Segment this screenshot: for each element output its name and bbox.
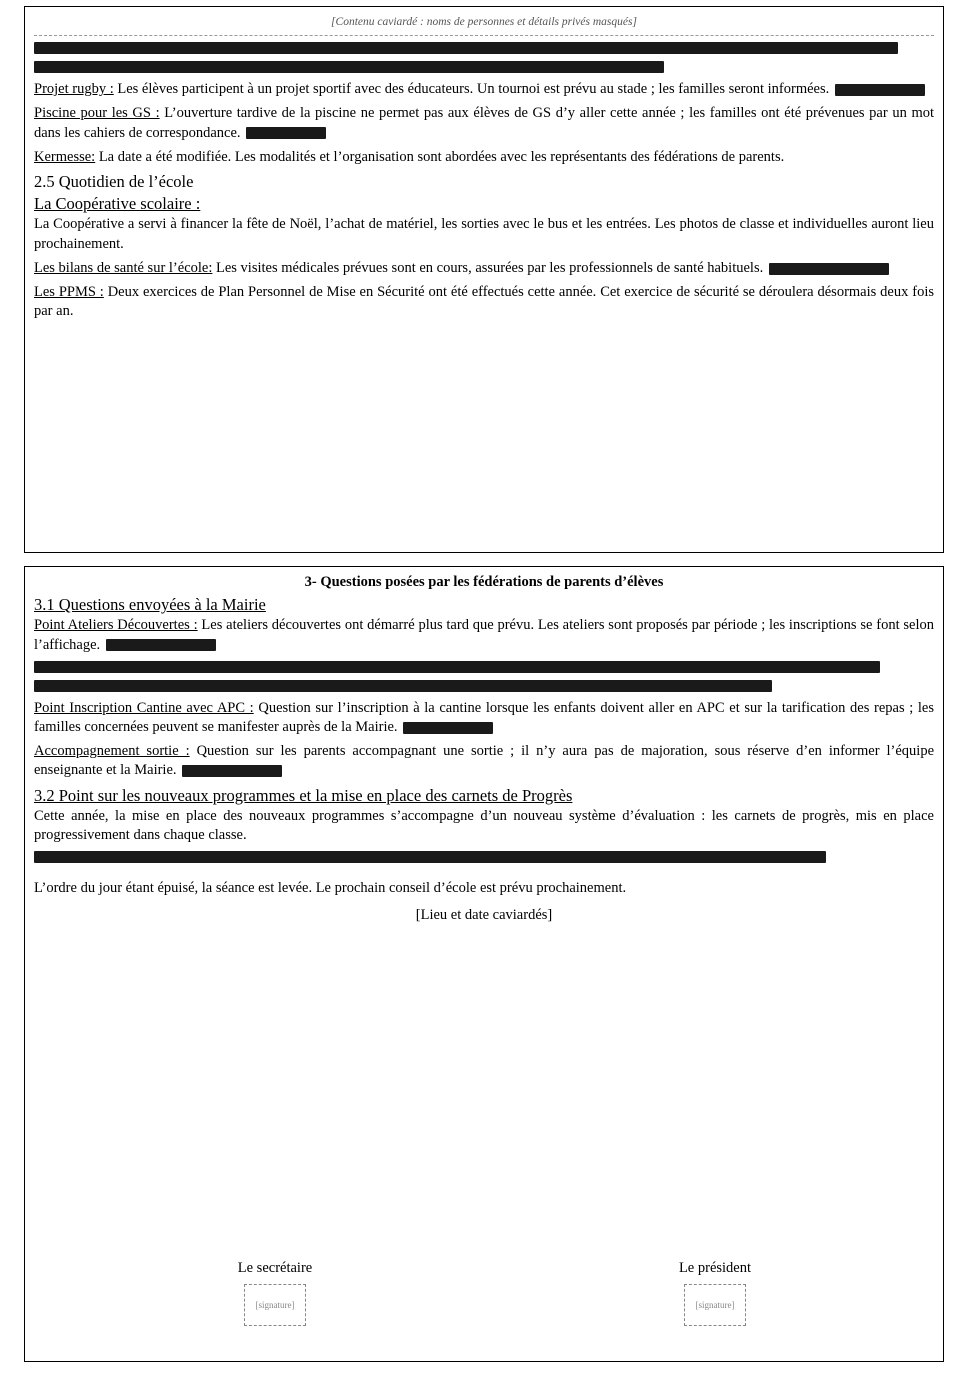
coop-text: La Coopérative a servi à financer la fête de Noël, l’achat de matériel, les sorties avec le bus et les entrées. Les photos de classe et individuelles auront lieu prochainement. — [34, 216, 934, 252]
item-ateliers: Point Ateliers Découvertes : Les ateliers découvertes ont démarré plus tard que prévu. Les ateliers sont proposés par période ; les inscriptions se font selon l’affichage. — [34, 617, 935, 653]
item-rugby: Projet rugby : Les élèves participent à un projet sportif avec des éducateurs. Un tournoi est prévu au stade ; les familles seront informées. — [34, 80, 934, 99]
item-sante: Les bilans de santé sur l’école: Les visites médicales prévues sont en cours, assurées par les professionnels de santé habituels. — [34, 259, 934, 278]
redacted-name — [106, 639, 216, 651]
item-piscine: Piscine pour les GS : L’ouverture tardive de la piscine ne permet pas aux élèves de GS d’y aller cette année ; les familles ont été prévenues par un mot dans les cahiers de correspondance. — [34, 105, 934, 141]
section-box-1 — [24, 6, 944, 553]
signature-placeholder: [signature] — [244, 1284, 306, 1326]
item-sortie: Accompagnement sortie : Question sur les parents accompagnant une sortie ; il n’y aura pas de majoration, sous réserve d’en informer l’équipe enseignante et la Mairie. — [34, 743, 935, 779]
section-heading-2-5: 2.5 Quotidien de l’école — [34, 172, 194, 192]
redacted-name — [769, 263, 889, 275]
signature-row — [25, 1259, 943, 1349]
signature-placeholder: [signature] — [684, 1284, 746, 1326]
section-heading-3-1: 3.1 Questions envoyées à la Mairie — [34, 595, 266, 615]
redaction-notice: [Contenu caviardé : noms de personnes et détails privés masqués] — [34, 13, 934, 36]
closing-text: L’ordre du jour étant épuisé, la séance est levée. Le prochain conseil d’école est prévu prochainement. — [34, 880, 627, 897]
redacted-paragraph — [34, 680, 772, 692]
redacted-paragraph — [34, 661, 880, 673]
item-ppms: Les PPMS : Deux exercices de Plan Personnel de Mise en Sécurité ont été effectués cette année. Cet exercice de sécurité se déroulera désormais deux fois par an. — [34, 284, 934, 320]
redacted-paragraph — [34, 851, 826, 863]
coop-heading: La Coopérative scolaire : — [34, 194, 201, 214]
redacted-paragraph — [34, 61, 664, 73]
section-box-2 — [24, 566, 944, 1362]
redacted-name — [246, 127, 326, 139]
item-cantine: Point Inscription Cantine avec APC : Question sur l’inscription à la cantine lorsque les enfants doivent aller en APC et sur la tarification des repas ; les familles concernées peuvent se manifester auprès de la Mairie. — [34, 699, 935, 736]
president-signature: Le président [signature] — [615, 1259, 815, 1326]
section-heading-3-2: 3.2 Point sur les nouveaux programmes et la mise en place des carnets de Progrès — [34, 785, 573, 805]
dateline: [Lieu et date caviardés] — [415, 907, 553, 924]
programmes-text: Cette année, la mise en place des nouveaux programmes s’accompagne d’un nouveau système d’évaluation : les carnets de progrès, mis en place progressivement dans chaque classe. — [34, 807, 934, 844]
item-kermesse: Kermesse: La date a été modifiée. Les modalités et l’organisation sont abordées avec les représentants des fédérations de parents. — [34, 148, 785, 165]
redacted-name — [835, 84, 925, 96]
redacted-paragraph — [34, 42, 898, 54]
redacted-name — [403, 722, 493, 734]
section-title-3: 3- Questions posées par les fédérations de parents d’élèves — [304, 574, 664, 590]
secretary-signature: Le secrétaire [signature] — [175, 1259, 375, 1326]
redacted-name — [182, 765, 282, 777]
